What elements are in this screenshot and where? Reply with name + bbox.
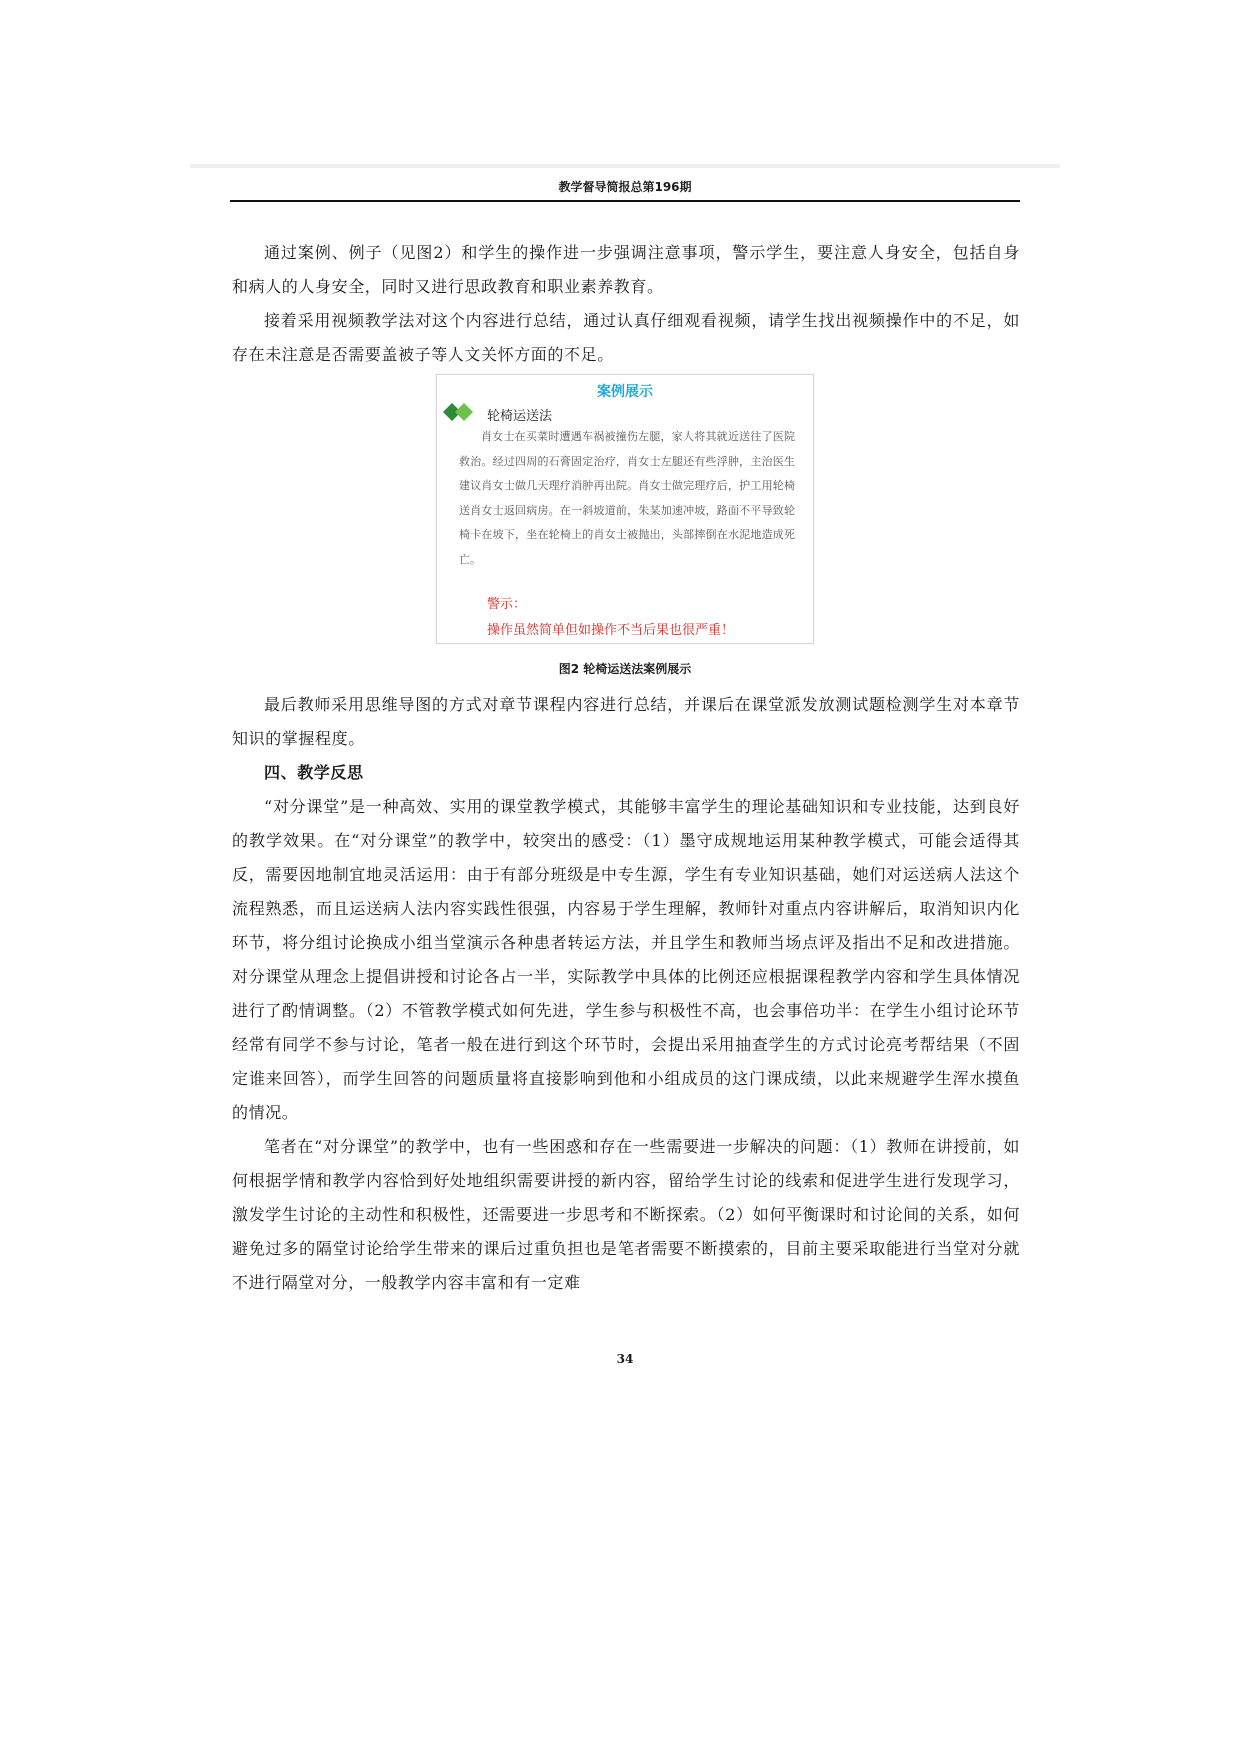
case-title: 案例展示 — [597, 384, 653, 400]
main-section — [232, 688, 1020, 1300]
intro-section — [232, 236, 1020, 372]
summary-paragraph: 最后教师采用思维导图的方式对章节课程内容进行总结，并课后在课堂派发放测试题检测学生对本章节知识的掌握程度。 — [232, 695, 1020, 748]
warning-text: 操作虽然简单但如操作不当后果也很严重！ — [487, 623, 735, 638]
reflection-paragraph-1: “对分课堂”是一种高效、实用的课堂教学模式，其能够丰富学生的理论基础知识和专业技能，达到良好的教学效果。在“对分课堂”的教学中，较突出的感受：（1）墨守成规地运用某种教学模式，可能会适得其反，需要因地制宜地灵活运用：由于有部分班级是中专生源，学生有专业知识基础，她们对运送病人法这个流程熟悉，而且运送病人法内容实践性很强，内容易于学生理解，教师针对重点内容讲解后，取消知识内化环节，将分组讨论换成小组当堂演示各种患者转运方法，并且学生和教师当场点评及指出不足和改进措施。对分课堂从理念上提倡讲授和讨论各占一半，实际教学中具体的比例还应根据课程教学内容和学生具体情况进行了酌情调整。（2）不管教学模式如何先进，学生参与积极性不高，也会事倍功半：在学生小组讨论环节经常有同学不参与讨论，笔者一般在进行到这个环节时，会提出采用抽查学生的方式讨论亮考帮结果（不固定谁来回答），而学生回答的问题质量将直接影响到他和小组成员的这门课成绩，以此来规避学生浑水摸鱼的情况。 — [232, 797, 1020, 1122]
header-rule — [230, 200, 1020, 202]
warning-label: 警示： — [487, 597, 527, 612]
page-number: 34 — [616, 1352, 634, 1366]
running-header: 教学督导简报总第196期 — [558, 180, 692, 194]
case-figure — [436, 374, 814, 644]
figure-caption: 图2 轮椅运送法案例展示 — [558, 662, 692, 676]
reflection-paragraph-2: 笔者在“对分课堂”的教学中，也有一些困惑和存在一些需要进一步解决的问题：（1）教师在讲授前，如何根据学情和教学内容恰到好处地组织需要讲授的新内容，留给学生讨论的线索和促进学生进行发现学习，激发学生讨论的主动性和积极性，还需要进一步思考和不断探索。（2）如何平衡课时和讨论间的关系，如何避免过多的隔堂讨论给学生带来的课后过重负担也是笔者需要不断摸索的，目前主要采取能进行当堂对分就不进行隔堂对分，一般教学内容丰富和有一定难 — [232, 1137, 1020, 1292]
case-body-text: 肖女士在买菜时遭遇车祸被撞伤左腿，家人将其就近送往了医院救治。经过四周的石膏固定治疗，肖女士左腿还有些浮肿，主治医生建议肖女士做几天理疗消肿再出院。肖女士做完理疗后，护工用轮椅送肖女士返回病房。在一斜坡道前，朱某加速冲坡，路面不平导致轮椅卡在坡下，坐在轮椅上的肖女士被抛出，头部摔倒在水泥地造成死亡。 — [459, 430, 795, 566]
section-heading-reflection: 四、教学反思 — [264, 763, 364, 782]
green-diamond-arrow-icon — [443, 403, 477, 421]
top-shade-strip — [190, 164, 1060, 168]
intro-paragraph-1: 通过案例、例子（见图2）和学生的操作进一步强调注意事项，警示学生，要注意人身安全，包括自身和病人的人身安全，同时又进行思政教育和职业素养教育。 — [232, 243, 1020, 296]
case-heading: 轮椅运送法 — [487, 409, 553, 424]
intro-paragraph-2: 接着采用视频教学法对这个内容进行总结，通过认真仔细观看视频，请学生找出视频操作中的不足，如存在未注意是否需要盖被子等人文关怀方面的不足。 — [232, 311, 1020, 364]
